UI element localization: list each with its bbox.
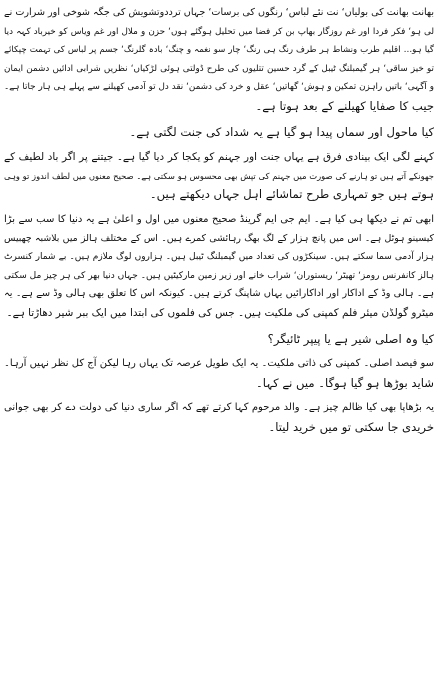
text-line: ہے۔ ہالی وڈ کے اداکار اور اداکارائیں یہاں شاپنگ کرتے ہیں۔ کیونکہ اس کا تعلق بھی ہالی وڈ سے ہے۔ یہ [4, 288, 434, 300]
text-line: کیا وہ اصلی شیر ہے یا پیپر ٹائیگر؟ [267, 331, 434, 346]
urdu-text-page [4, 4, 434, 696]
text-line: ہوتے ہیں جو تمہاری طرح تماشائے اہل جہاں دیکھتے ہیں۔ [149, 187, 434, 202]
paragraph-real-lion-question [4, 330, 434, 349]
text-line: جھونکے آتے ہیں تو ہارنے کی صورت میں جہنم کی تپش بھی محسوس ہو سکتی ہے۔ صحیح معنوں میں لطف اندوز تو وہی [4, 170, 434, 181]
text-line: خریدی جا سکتی تو میں خرید لیتا۔ [268, 419, 434, 434]
text-line: کیسینو ہوٹل ہے۔ اس میں پانچ ہزار کے لگ بھگ رہائشی کمرے ہیں۔ اس کے مختلف ہالز میں بلاشبہ چھبیس [4, 232, 434, 244]
text-line: شاید بوڑھا ہو گیا ہوگا۔ میں نے کہا۔ [256, 375, 434, 390]
text-line: ہالز کانفرنس رومز‘ تھیٹر‘ ریستوران‘ شراب خانے اور زیر زمین مارکیٹیں ہیں۔ جہاں دنیا بھر کی ہر چیز مل سکتی [4, 270, 434, 281]
text-line: ہزار آدمی سما سکتے ہیں۔ سینکڑوں کی تعداد میں گیمبلنگ ٹیبل ہیں۔ ہزاروں لوگ ملازم ہیں۔ بے شمار کنسرٹ [4, 252, 434, 263]
text-line: بھانت بھانت کی بولیاں‘ نت نئے لباس‘ رنگوں کی برسات‘ جہاں ترددوتشویش کی جگہ شوخی اور شرارت نے [4, 7, 434, 18]
text-line: کہنے لگی ایک بینادی فرق ہے یہاں جنت اور جہنم کو یکجا کر دیا گیا ہے۔ جیتنے پر اگر باد لطیف کے [4, 151, 434, 164]
text-line: یہ بڑھاپا بھی کیا ظالم چیز ہے۔ والد مرحوم کہا کرتے تھے کہ اگر ساری دنیا کی دولت دے کر بھی جوانی [4, 402, 434, 414]
text-line: سو فیصد اصلی۔ کمپنی کی ذاتی ملکیت۔ یہ ایک طویل عرصہ تک یہاں رہا لیکن آج کل نظر نہیں آرہا۔ [4, 358, 434, 370]
text-line: جیب کا صفایا کھیلنے کے بعد ہوتا ہے۔ [255, 98, 434, 113]
text-line: میٹرو گولڈن میئر فلم کمپنی کی ملکیت ہیں۔ جس کی فلموں کی ابتدا میں ایک ببر شیر دھاڑتا ہے۔ [6, 306, 434, 319]
paragraph-mgm-grand [4, 211, 434, 323]
text-line: ابھی تم نے دیکھا ہی کیا ہے۔ ایم جی ایم گرینڈ صحیح معنوں میں اول و اعلیٰ ہے یہ دنیا کا سب سے بڑا [4, 213, 434, 225]
text-line: تو خیز ساقی‘ ہر گیمبلنگ ٹیبل کے گرد حسین تتلیوں کی طرح ڈولتی ہوئی لڑکیاں‘ نظریں شرابی ادائیں دشمن ایمان [4, 63, 434, 74]
text-line: و آگہی‘ باتیں راہزن تمکین و ہوش‘ گھاتیں‘ عقل و خرد کی دشمن‘ نقد دل تو آدمی کھیلنے سے پہلے ہی ہار جاتا ہے۔ [4, 82, 434, 93]
paragraph-question-paradise [4, 123, 434, 142]
paragraph-company-property [4, 355, 434, 392]
paragraph-heaven-hell [4, 148, 434, 204]
text-line: لی ہو‘ فکر فردا اور غم روزگار بھاپ بن کر فضا میں تحلیل ہوگئے ہوں‘ حزن و ملال اور غم ویاس کو خیرباد کہہ دیا [4, 26, 434, 37]
paragraph-casino-description [4, 4, 434, 116]
text-line: گیا ہو… اقلیم طرب ونشاط ہر طرف رنگ ہی رنگ‘ چار سو نغمہ و چنگ‘ بادہ گلرنگ‘ جسم پر لباس کی تہمت چپکائے [4, 45, 434, 56]
text-line: کیا ماحول اور سماں پیدا ہو گیا ہے یہ شداد کی جنت لگتی ہے۔ [129, 124, 434, 139]
paragraph-old-age [4, 399, 434, 436]
